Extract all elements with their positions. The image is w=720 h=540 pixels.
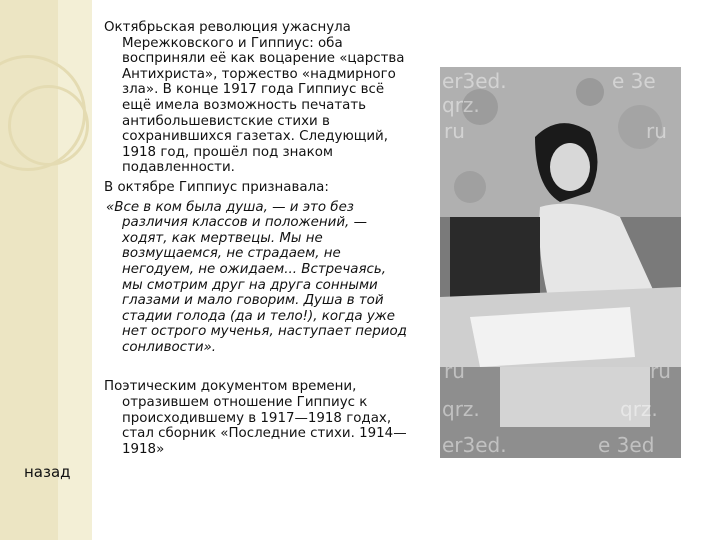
watermark: er3ed. bbox=[442, 433, 507, 457]
watermark: ru bbox=[444, 119, 465, 143]
quote-gippius: «Все в ком была душа, — и это без различия классов и положений, — ходят, как мертвецы. Мы не возмущаемся, не страдаем, не негодуем, не ожидаем... Встречаясь, мы смотрим друг на друга сонными глазами и мало говорим. Душа в той стадии голода (да и тело!), когда уже нет острого мученья, наступает период сонливости». bbox=[106, 199, 407, 355]
portrait-photo bbox=[440, 67, 681, 458]
back-link[interactable]: назад bbox=[24, 463, 71, 481]
watermark: ru bbox=[444, 359, 465, 383]
watermark: e 3e bbox=[612, 69, 656, 93]
paragraph-revolution: Октябрьская революция ужаснула Мережковского и Гиппиус: оба восприняли её как воцарение «царства Антихриста», торжество «надмирного зла». В конце 1917 года Гиппиус всё ещё имела возможность печатать антибольшевистские стихи в сохранившихся газетах. Следующий, 1918 год, прошёл под знаком подавленности. bbox=[104, 20, 405, 176]
watermark: e 3ed bbox=[598, 433, 655, 457]
decor-ring bbox=[8, 85, 89, 166]
text-column bbox=[104, 20, 410, 457]
watermark: ru bbox=[650, 359, 671, 383]
watermark: qrz. bbox=[442, 397, 480, 421]
paragraph-collection: Поэтическим документом времени, отразившем отношение Гиппиус к происходившему в 1917—1918 годах, стал сборник «Последние стихи. 1914—1918» bbox=[104, 379, 407, 457]
paragraph-october: В октябре Гиппиус признавала: bbox=[104, 179, 329, 195]
watermark: qrz. bbox=[620, 397, 658, 421]
watermark: er3ed. bbox=[442, 69, 507, 93]
watermark: ru bbox=[646, 119, 667, 143]
watermark: qrz. bbox=[442, 93, 480, 117]
